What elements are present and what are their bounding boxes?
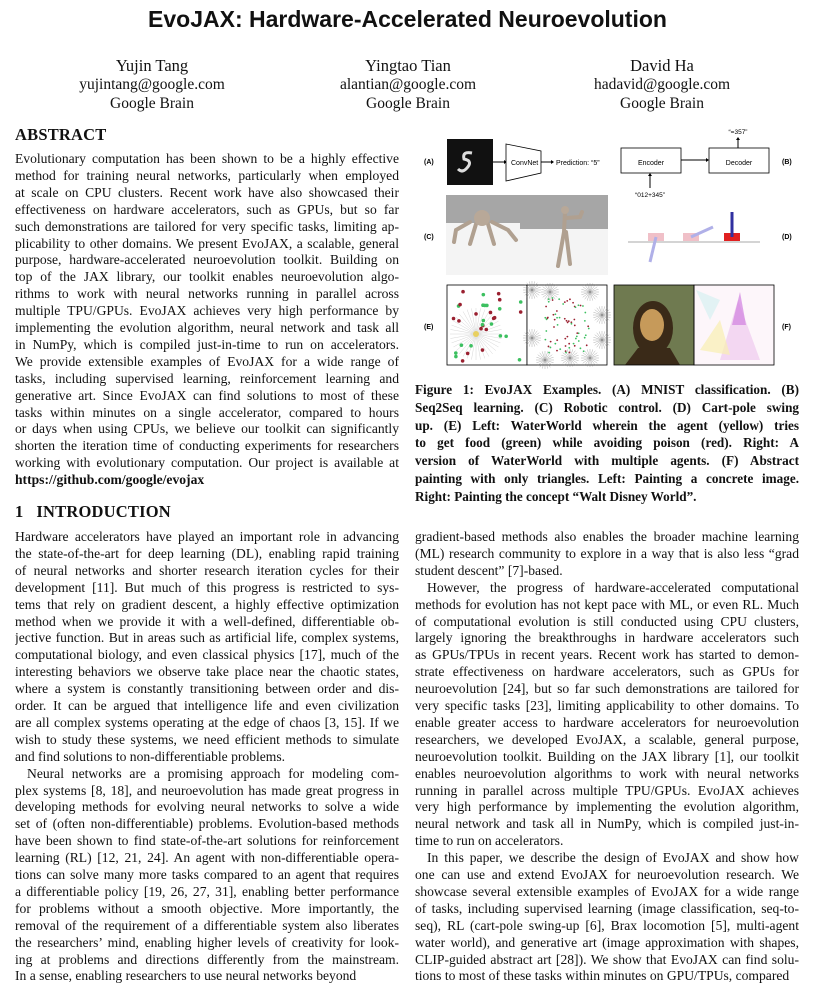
caption-line: Seq2Seq learning. (C) Robotic control. (D) Cart-pole swing xyxy=(415,399,799,415)
text-line: developing methods for evolving neural networks to solve a wide xyxy=(15,799,399,815)
prediction-label: Prediction: “5” xyxy=(556,160,600,167)
food-item xyxy=(575,338,577,340)
author-name: David Ha xyxy=(630,56,694,75)
text-line: shorten the iteration time of conducting experiments for researchers xyxy=(15,438,399,454)
text-line: tems that rely on gradient descent, a highly effective optimization xyxy=(15,596,399,612)
output-label: “=357” xyxy=(728,129,748,136)
text-line: methods for evolution has not kept pace with ML, or even RL. Much xyxy=(415,596,799,612)
text-line: effectiveness on hardware accelerators, such as GPUs, but so far xyxy=(15,201,399,217)
text-line: Evolutionary computation has been shown to be a highly effective xyxy=(15,151,399,166)
poison-item xyxy=(564,318,566,320)
author-2 xyxy=(278,56,538,113)
poison-item xyxy=(552,299,554,301)
food-item xyxy=(552,297,554,299)
text-line: order. It can be argued that intelligence life and even civilization xyxy=(15,698,399,713)
decoder-label: Decoder xyxy=(725,160,753,167)
waterworld-panel xyxy=(447,281,611,369)
food-item xyxy=(571,323,573,325)
text-line: tasks, including supervised learning, reinforcement learning and xyxy=(15,370,399,386)
text-line: interesting behaviors we observe take place near the chaotic states, xyxy=(15,664,399,680)
poison-item xyxy=(569,352,571,354)
poison-item xyxy=(564,338,566,340)
author-3 xyxy=(532,56,792,113)
label-a: (A) xyxy=(424,159,434,166)
text-line: neural network and task all in NumPy, which is compiled just-in- xyxy=(415,816,799,832)
text-line: removal of the requirement of a differentiable system also liberates xyxy=(15,917,399,933)
brax-panel xyxy=(446,195,608,275)
seq2seq-panel xyxy=(621,129,769,199)
poison-item xyxy=(466,352,470,356)
food-item xyxy=(544,317,546,319)
author-name: Yingtao Tian xyxy=(365,56,451,75)
text-line: time to run on accelerators. xyxy=(415,833,564,849)
food-item xyxy=(548,298,550,300)
text-line: generative art. Since EvoJAX can find solutions to most of these xyxy=(15,387,399,403)
text-line: as GPUs/TPUs in recent years. Recent work has started to demon- xyxy=(415,647,799,663)
text-line: (ML) research community to explore in a way that is also less “grad xyxy=(415,545,799,561)
poison-item xyxy=(556,310,558,312)
abstract-heading: ABSTRACT xyxy=(15,125,107,144)
food-item xyxy=(558,298,560,300)
food-item xyxy=(557,324,559,326)
food-item xyxy=(548,352,550,354)
food-item xyxy=(585,334,587,336)
food-item xyxy=(481,323,485,327)
food-item xyxy=(519,300,523,304)
food-item xyxy=(576,335,578,337)
text-line: computational biology, and even classical physics [17], much of the xyxy=(15,647,399,663)
text-line: very specific tasks [23], limiting applicability to other domains. To xyxy=(415,698,799,713)
poison-item xyxy=(548,346,550,348)
label-f: (F) xyxy=(782,324,791,331)
agent xyxy=(473,331,479,337)
food-item xyxy=(559,348,561,350)
poison-item xyxy=(461,359,465,363)
text-line: are all complex systems operating at the edge of chaos [3, 15]. If we xyxy=(15,714,399,730)
poison-item xyxy=(565,345,567,347)
text-line: method when we provide it with a well-defined, differentiable ob- xyxy=(15,613,399,629)
text-line: tions to most of these tasks within minutes on GPU/TPUs, compared xyxy=(415,968,790,984)
author-email[interactable]: yujintang@google.com xyxy=(79,76,225,93)
poison-item xyxy=(498,298,502,302)
label-b: (B) xyxy=(782,159,792,166)
food-item xyxy=(568,347,570,349)
author-email[interactable]: hadavid@google.com xyxy=(593,76,731,93)
text-line: rithms to work with neural networks running in parallel across xyxy=(15,286,399,302)
text-line: Hardware accelerators have played an important role in advancing xyxy=(15,529,399,544)
text-line: working with evolutionary computation. Our project is available at xyxy=(15,455,399,471)
text-line: running in parallel across multiple TPU/GPUs. EvoJAX achieves xyxy=(415,782,799,798)
food-item xyxy=(588,328,590,330)
poison-item xyxy=(474,312,478,316)
text-line: one can use and extend EvoJAX for neuroevolution research. We xyxy=(415,867,799,882)
text-line: seq), RL (cart-pole swing-up [6], Brax locomotion [5], multi-agent xyxy=(415,917,799,933)
label-e: (E) xyxy=(424,324,434,331)
poison-item xyxy=(554,319,556,321)
text-line: plex systems [8, 18], and neuroevolution has made great progress in xyxy=(15,782,399,798)
author-email[interactable]: alantian@google.com xyxy=(339,76,477,93)
food-item xyxy=(504,335,508,339)
food-item xyxy=(454,351,458,355)
food-item xyxy=(545,330,547,332)
poison-item xyxy=(452,317,456,321)
caption-line: version of WaterWorld with multiple agents. (F) Abstract xyxy=(415,453,799,469)
text-line: of computational evolution is still conducted using CPU clusters, xyxy=(415,613,799,629)
poison-item xyxy=(572,302,574,304)
caption-line: up. (E) Left: WaterWorld wherein the agent (yellow) tries xyxy=(415,417,799,433)
text-line: a differentiable policy [19, 26, 27, 31], enabling better performance xyxy=(15,883,399,899)
poison-item xyxy=(586,344,588,346)
text-line: development [11]. But much of this progress is restricted to sys- xyxy=(15,579,399,595)
food-item xyxy=(584,337,586,339)
poison-item xyxy=(479,327,483,331)
text-line: of neural networks and shorter research iteration cycles for their xyxy=(15,562,399,578)
author-affiliation: Google Brain xyxy=(110,95,194,112)
text-line: In this paper, we describe the design of EvoJAX and show how xyxy=(427,850,799,866)
poison-item xyxy=(552,314,554,316)
food-item xyxy=(548,301,550,303)
food-item xyxy=(582,305,584,307)
text-line: or days when using CPUs, we believe our toolkit can significantly xyxy=(15,421,399,437)
text-line: enables neuroevolution algorithms to work with neural networks xyxy=(415,765,799,781)
poison-item xyxy=(566,300,568,302)
author-1 xyxy=(22,56,282,113)
food-item xyxy=(469,344,473,348)
food-item xyxy=(518,358,522,362)
text-line: Neural networks are a promising approach for modeling com- xyxy=(27,765,399,781)
poison-item xyxy=(458,303,462,307)
poison-item xyxy=(568,343,570,345)
text-line: CLIP-guided abstract art [28]). We show that EvoJAX can find solu- xyxy=(415,951,799,967)
poison-item xyxy=(461,290,465,294)
poison-item xyxy=(550,341,552,343)
figure-1 xyxy=(420,120,810,380)
poison-item xyxy=(484,328,488,332)
text-line: However, the progress of hardware-accelerated computational xyxy=(427,579,799,595)
food-item xyxy=(575,306,577,308)
text-line: very high performance by implementing the evolution algorithm, xyxy=(415,799,799,815)
food-item xyxy=(482,293,486,297)
food-item xyxy=(550,347,552,349)
text-line: where a system is constantly transitioning between order and dis- xyxy=(15,681,399,697)
poison-item xyxy=(567,322,569,324)
text-line: of tasks, including supervised learning (image classification, seq-to- xyxy=(415,900,799,916)
text-line: for problems without a smooth objective. More importantly, the xyxy=(15,900,399,916)
project-url[interactable]: https://github.com/google/evojax xyxy=(15,472,205,488)
text-line: neuroevolution toolkit. Building on the JAX library [1], our toolkit xyxy=(415,748,799,764)
caption-line: Right: Painting the concept “Walt Disney World”. xyxy=(415,488,697,504)
food-item xyxy=(499,334,503,338)
text-line: In a sense, enabling researchers to use neural networks beyond xyxy=(15,968,357,984)
author-name: Yujin Tang xyxy=(115,56,189,75)
text-line: the researchers’ mind, enabling higher levels of creativity for look- xyxy=(15,934,399,950)
cartpole-panel xyxy=(628,212,760,262)
text-line: plicability to other domains. We present EvoJAX, a scalable, general xyxy=(15,235,399,251)
convnet-label: ConvNet xyxy=(511,160,539,167)
text-line: method for training neural networks, particularly when employed xyxy=(15,167,399,183)
poison-item xyxy=(573,319,575,321)
author-affiliation: Google Brain xyxy=(366,95,450,112)
poison-item xyxy=(574,345,576,347)
food-item xyxy=(562,303,564,305)
poison-item xyxy=(481,348,485,352)
author-affiliation: Google Brain xyxy=(620,95,704,112)
food-item xyxy=(578,340,580,342)
food-item xyxy=(578,304,580,306)
poison-item xyxy=(556,350,558,352)
food-item xyxy=(490,322,494,326)
poison-item xyxy=(545,306,547,308)
text-line: researchers, we developed EvoJAX, a scalable, general purpose, xyxy=(415,731,799,747)
food-item xyxy=(498,307,502,311)
mnist-panel xyxy=(447,139,600,185)
food-item xyxy=(580,347,582,349)
food-item xyxy=(559,317,561,319)
poison-item xyxy=(570,321,572,323)
poison-item xyxy=(457,319,461,323)
poison-item xyxy=(564,301,566,303)
food-item xyxy=(554,313,556,315)
encoder-label: Encoder xyxy=(637,160,665,167)
text-line: in NumPy, which is compiled just-in-time to run on accelerators. xyxy=(15,336,399,352)
food-item xyxy=(482,319,486,323)
food-item xyxy=(565,352,567,354)
text-line: ing at problems and directions differently from the mainstream. xyxy=(15,951,399,967)
text-line: gradient-based methods also enables the broader machine learning xyxy=(415,529,799,544)
poison-item xyxy=(566,320,568,322)
food-item xyxy=(454,355,458,359)
food-item xyxy=(483,304,487,308)
food-item xyxy=(556,317,558,319)
food-item xyxy=(544,339,546,341)
poison-item xyxy=(576,332,578,334)
text-line: set of (often non-differentiable) problems. Evolution-based methods xyxy=(15,816,399,832)
food-item xyxy=(584,320,586,322)
caption-line: to get food (green) while avoiding poison (red). Right: A xyxy=(415,435,799,451)
text-line: neuroevolution [24], but so far such demonstrations are tailored for xyxy=(415,681,799,697)
poison-item xyxy=(489,311,493,315)
food-item xyxy=(583,350,585,352)
poison-item xyxy=(497,292,501,296)
poison-item xyxy=(566,336,568,338)
introduction-heading: 1 INTRODUCTION xyxy=(15,502,171,521)
input-label: “012+345” xyxy=(635,192,665,199)
poison-item xyxy=(574,325,576,327)
text-line: strate effectiveness on hardware accelerators, such as GPUs for xyxy=(415,664,799,680)
label-d: (D) xyxy=(782,234,792,241)
poison-item xyxy=(587,325,589,327)
food-item xyxy=(584,312,586,314)
abstract-painting-panel xyxy=(614,285,774,365)
text-line: purpose, hardware-accelerated neuroevolution toolkit. Building on xyxy=(15,252,399,268)
text-line: have been shown to find state-of-the-art solutions for reinforcement xyxy=(15,833,399,849)
text-line: student descent” [7]-based. xyxy=(415,562,563,578)
poison-item xyxy=(493,316,497,320)
text-line: water world), and generative art (image approximation with shapes, xyxy=(415,934,799,950)
food-item xyxy=(546,318,548,320)
text-line: at scale on CPU clusters. Recent work have also showcased their xyxy=(15,184,399,200)
food-item xyxy=(573,343,575,345)
caption-line: Figure 1: EvoJAX Examples. (A) MNIST classification. (B) xyxy=(415,382,799,397)
food-item xyxy=(460,343,464,347)
poison-item xyxy=(569,298,571,300)
text-line: tions can solve many more tasks compared to an agent that requires xyxy=(15,867,399,882)
poison-item xyxy=(580,305,582,307)
text-line: and find solutions to non-differentiable problems. xyxy=(15,748,286,764)
text-line: showcase several extensible examples of EvoJAX for a wide range xyxy=(415,883,799,899)
label-c: (C) xyxy=(424,234,434,241)
text-line: We provide extensible examples of EvoJAX for a wide range of xyxy=(15,353,399,369)
text-line: tasks within minutes on a single accelerator, compared to hours xyxy=(15,404,399,420)
text-line: the state-of-the-art for deep learning (DL), enabling rapid training xyxy=(15,545,399,561)
paper-title: EvoJAX: Hardware-Accelerated Neuroevolution xyxy=(148,6,667,32)
text-line: learning (RL) [12, 21, 24]. An agent with non-differentiable opera- xyxy=(15,850,399,866)
poison-item xyxy=(556,339,558,341)
text-line: top of the JAX library, our toolkit enables neuroevolution algo- xyxy=(15,269,399,285)
text-line: such demonstrations are tailored for very specific tasks, limiting ap- xyxy=(15,218,399,234)
text-line: implementing the evolution algorithm, neural network and task all xyxy=(15,320,399,335)
poison-item xyxy=(519,310,523,314)
text-line: enable greater access to hardware accelerators for neuroevolution xyxy=(415,714,799,730)
text-line: multiple TPU/GPUs. EvoJAX achieves very high performance by xyxy=(15,303,399,319)
poison-item xyxy=(553,326,555,328)
text-line: wish to study these systems, we need efficient methods to simulate xyxy=(15,731,399,747)
caption-line: painting with only triangles. Left: Painting a concrete image. xyxy=(415,471,799,486)
text-line: largely ignoring the breakthroughs in hardware accelerators such xyxy=(415,630,799,646)
text-line: jective function. But in areas such as artificial life, complex systems, xyxy=(15,630,399,646)
food-item xyxy=(554,343,556,345)
